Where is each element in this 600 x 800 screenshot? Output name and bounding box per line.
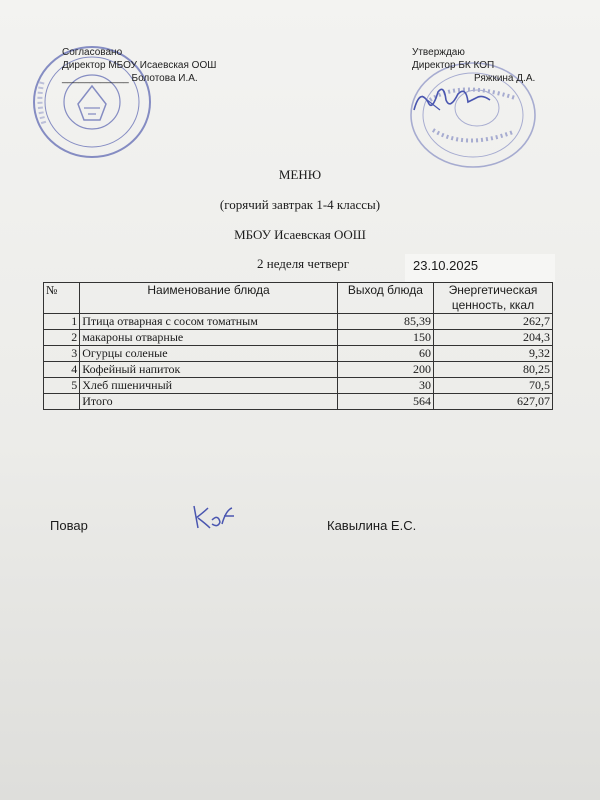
dish-yield: 200 [337,362,433,378]
dish-yield: 60 [337,346,433,362]
total-label: Итого [80,394,338,410]
approval-name-left: ____________ Болотова И.А. [62,73,198,84]
row-num: 4 [44,362,80,378]
total-num-empty [44,394,80,410]
week-day: 2 неделя четверг [257,256,350,271]
dish-name: макароны отварные [80,330,338,346]
dish-energy: 80,25 [434,362,553,378]
approval-position-right: Директор БК КОП [412,60,495,71]
approval-label-left: Согласовано [62,47,123,58]
menu-date: 23.10.2025 [405,254,555,282]
menu-subtitle: (горячий завтрак 1-4 классы) [219,197,381,212]
col-energy-header: Энергетическая ценность, ккал [434,283,553,314]
total-yield: 564 [337,394,433,410]
table-row [44,314,553,330]
cook-label: Повар [50,518,88,533]
col-yield-header: Выход блюда [337,283,433,314]
table-row [44,346,553,362]
col-name-header: Наименование блюда [80,283,338,314]
director-signature [410,80,500,120]
dish-yield: 150 [337,330,433,346]
menu-table [43,282,553,410]
dish-energy: 262,7 [434,314,553,330]
row-num: 5 [44,378,80,394]
row-num: 2 [44,330,80,346]
dish-yield: 30 [337,378,433,394]
menu-title: МЕНЮ [278,167,322,182]
dish-energy: 9,32 [434,346,553,362]
approval-label-right: Утверждаю [412,47,465,58]
cook-signature [188,502,238,532]
table-row [44,378,553,394]
dish-name: Огурцы соленые [80,346,338,362]
col-num-header: № [44,283,80,314]
approval-position-left: Директор МБОУ Исаевская ООШ [62,60,217,71]
dish-energy: 70,5 [434,378,553,394]
table-row [44,330,553,346]
cook-name: Кавылина Е.С. [327,518,417,533]
approval-block-left [62,46,216,85]
dish-energy: 204,3 [434,330,553,346]
row-num: 1 [44,314,80,330]
table-header-row [44,283,553,314]
total-energy: 627,07 [434,394,553,410]
school-name: МБОУ Исаевская ООШ [234,227,366,242]
dish-name: Птица отварная с сосом томатным [80,314,338,330]
total-row [44,394,553,410]
row-num: 3 [44,346,80,362]
dish-yield: 85,39 [337,314,433,330]
table-row [44,362,553,378]
approval-name-right: Ряжкина Д.А. [474,73,536,84]
dish-name: Хлеб пшеничный [80,378,338,394]
dish-name: Кофейный напиток [80,362,338,378]
